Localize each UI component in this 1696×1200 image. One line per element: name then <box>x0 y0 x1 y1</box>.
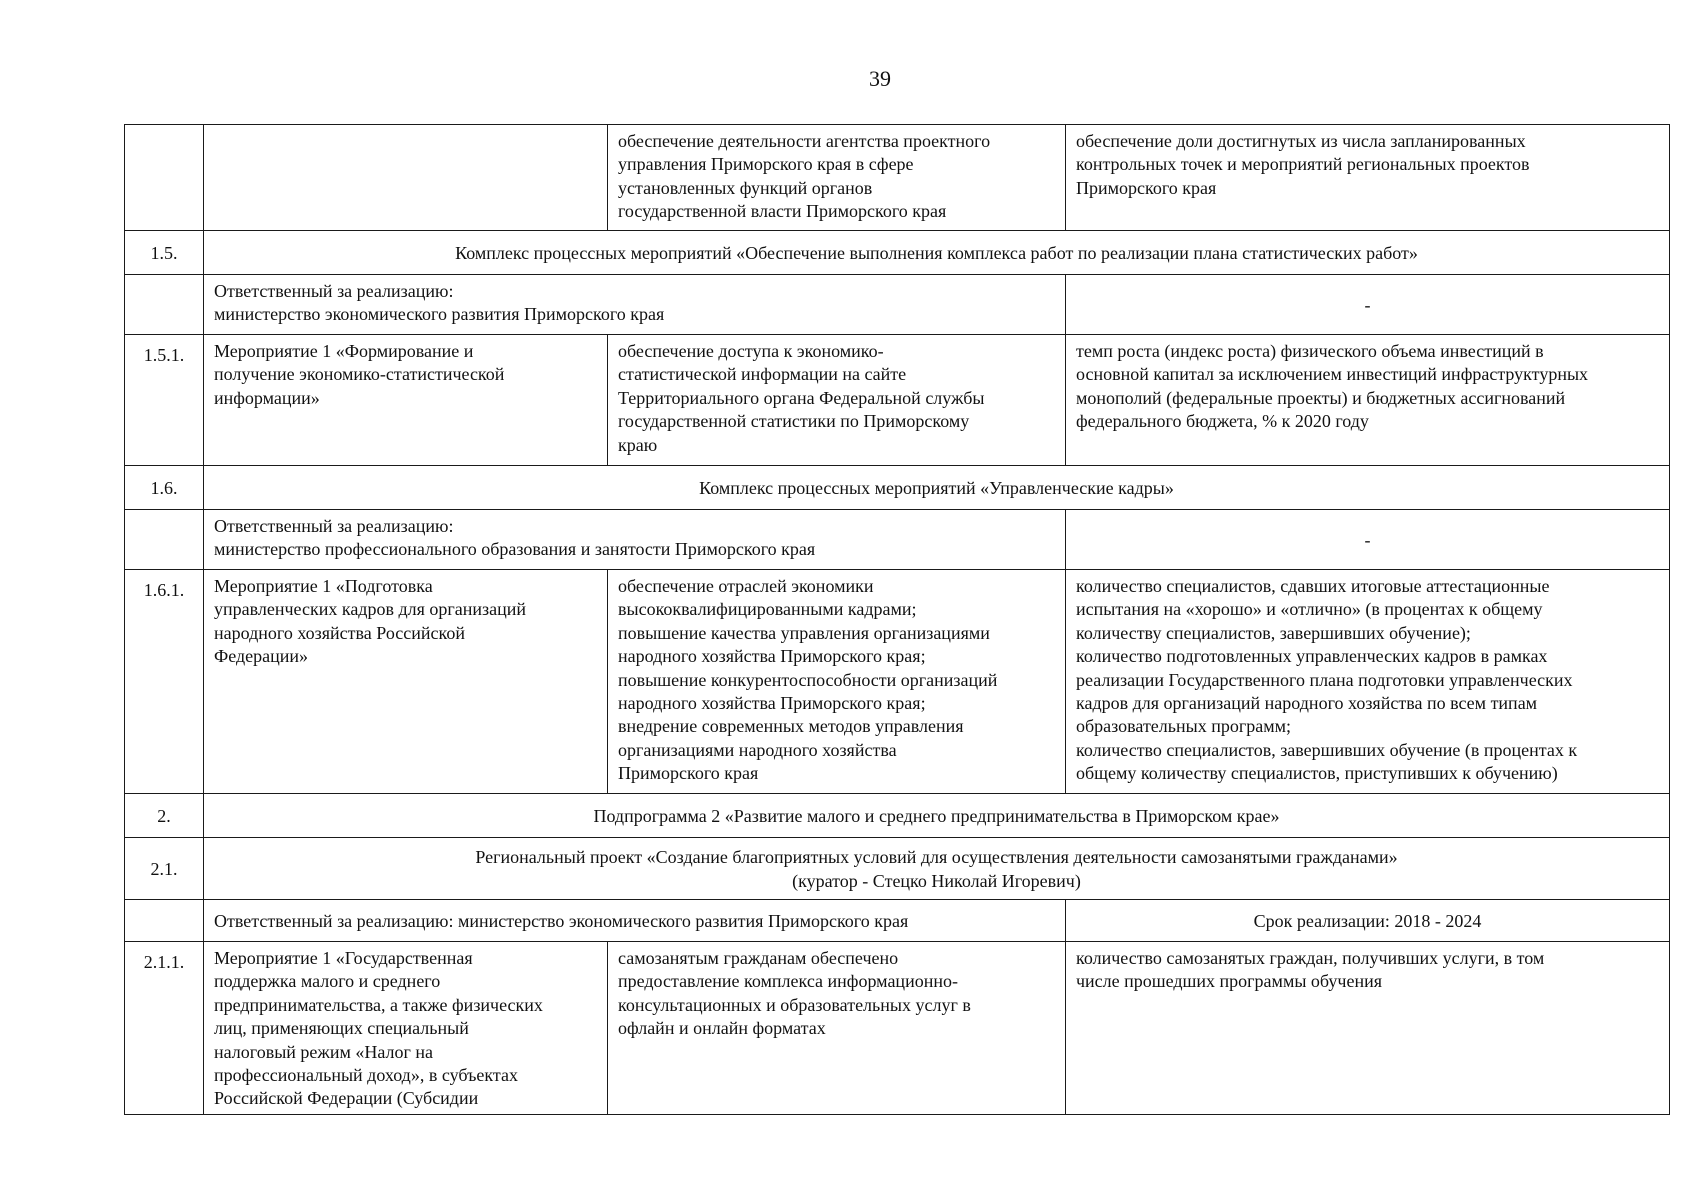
section-title: Подпрограмма 2 «Развитие малого и среднего предпринимательства в Приморском крае» <box>204 794 1670 838</box>
responsible-text: Ответственный за реализацию: министерство экономического развития Приморского края <box>204 900 1066 942</box>
implementation-period: Срок реализации: 2018 - 2024 <box>1066 900 1670 942</box>
row-number: 1.6.1. <box>125 570 204 794</box>
responsible-row <box>125 510 1670 570</box>
table-row <box>125 335 1670 466</box>
responsible-row <box>125 900 1670 942</box>
responsible-row <box>125 275 1670 335</box>
row-number-cell <box>125 900 204 942</box>
section-row <box>125 231 1670 275</box>
section-row <box>125 466 1670 510</box>
row-number-cell <box>125 275 204 335</box>
program-table <box>124 124 1670 1115</box>
section-row <box>125 838 1670 900</box>
action-cell: самозанятым гражданам обеспечено предоставление комплекса информационно- консультационных и образовательных услуг в офлайн и онлайн форматах <box>608 942 1066 1115</box>
table-row <box>125 570 1670 794</box>
row-number-cell <box>125 510 204 570</box>
event-name-cell: Мероприятие 1 «Формирование и получение экономико-статистической информации» <box>204 335 608 466</box>
page-number: 39 <box>869 66 891 91</box>
event-name-cell: Мероприятие 1 «Государственная поддержка малого и среднего предпринимательства, а также физических лиц, применяющих специальный налоговый режим «Налог на профессиональный доход», в субъектах Российской Федерации (Субсидии <box>204 942 608 1115</box>
row-number: 2.1.1. <box>125 942 204 1115</box>
section-title: Комплекс процессных мероприятий «Обеспечение выполнения комплекса работ по реализации плана статистических работ» <box>204 231 1670 275</box>
section-row <box>125 794 1670 838</box>
event-name-cell <box>204 125 608 231</box>
section-title: Региональный проект «Создание благоприятных условий для осуществления деятельности самозанятыми гражданами» (куратор - Стецко Николай Игоревич) <box>204 838 1670 900</box>
row-number: 1.5. <box>125 231 204 275</box>
action-cell: обеспечение деятельности агентства проектного управления Приморского края в сфере установленных функций органов государственной власти Приморского края <box>608 125 1066 231</box>
row-number: 1.6. <box>125 466 204 510</box>
table-row <box>125 942 1670 1115</box>
responsible-right: - <box>1066 275 1670 335</box>
row-number: 2.1. <box>125 838 204 900</box>
indicator-cell: количество самозанятых граждан, получивших услуги, в том числе прошедших программы обучения <box>1066 942 1670 1115</box>
responsible-text: Ответственный за реализацию: министерство экономического развития Приморского края <box>204 275 1066 335</box>
table-row <box>125 125 1670 231</box>
responsible-right: - <box>1066 510 1670 570</box>
row-number: 2. <box>125 794 204 838</box>
section-title: Комплекс процессных мероприятий «Управленческие кадры» <box>204 466 1670 510</box>
row-number: 1.5.1. <box>125 335 204 466</box>
indicator-cell: количество специалистов, сдавших итоговые аттестационные испытания на «хорошо» и «отлично» (в процентах к общему количеству специалистов, завершивших обучение); количество подготовленных управленческих кадров в рамках реализации Государственного плана подготовки управленческих кадров для организаций народного хозяйства по всем типам образовательных программ; количество специалистов, завершивших обучение (в процентах к общему количеству специалистов, приступивших к обучению) <box>1066 570 1670 794</box>
row-number-cell <box>125 125 204 231</box>
action-cell: обеспечение доступа к экономико- статистической информации на сайте Территориального органа Федеральной службы государственной статистики по Приморскому краю <box>608 335 1066 466</box>
action-cell: обеспечение отраслей экономики высококвалифицированными кадрами; повышение качества управления организациями народного хозяйства Приморского края; повышение конкурентоспособности организаций народного хозяйства Приморского края; внедрение современных методов управления организациями народного хозяйства Приморского края <box>608 570 1066 794</box>
indicator-cell: обеспечение доли достигнутых из числа запланированных контрольных точек и мероприятий региональных проектов Приморского края <box>1066 125 1670 231</box>
responsible-text: Ответственный за реализацию: министерство профессионального образования и занятости Приморского края <box>204 510 1066 570</box>
indicator-cell: темп роста (индекс роста) физического объема инвестиций в основной капитал за исключением инвестиций инфраструктурных монополий (федеральные проекты) и бюджетных ассигнований федерального бюджета, % к 2020 году <box>1066 335 1670 466</box>
event-name-cell: Мероприятие 1 «Подготовка управленческих кадров для организаций народного хозяйства Российской Федерации» <box>204 570 608 794</box>
